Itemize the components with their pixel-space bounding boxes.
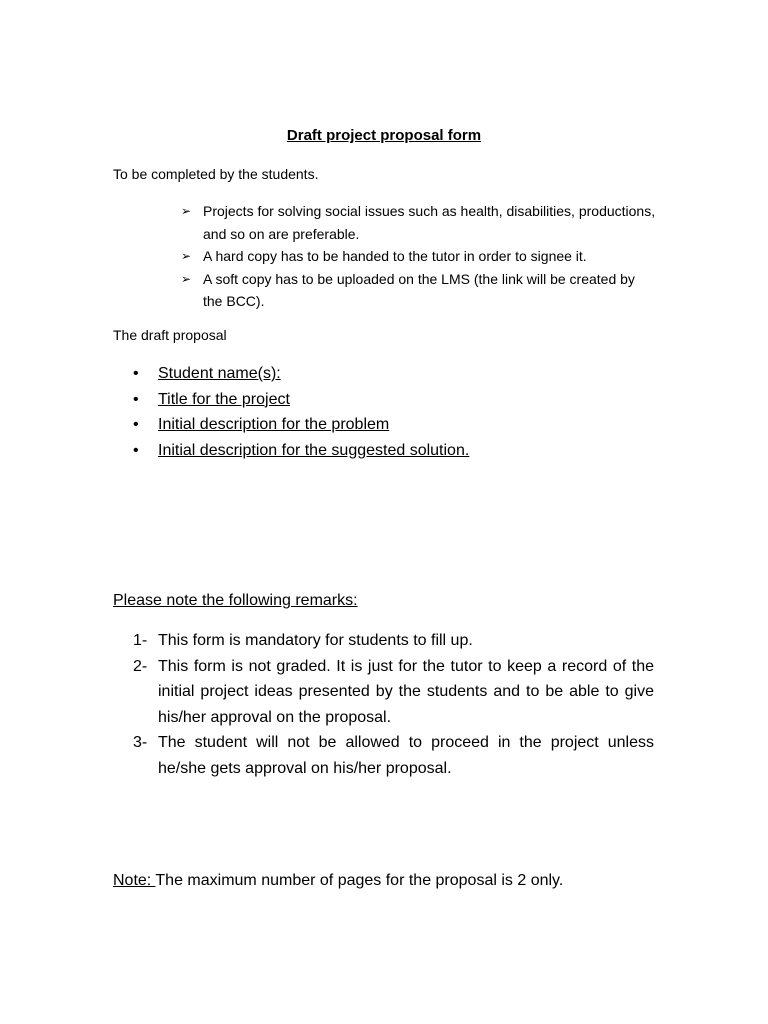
note-text: The maximum number of pages for the proposal is 2 only.	[155, 872, 564, 889]
remark-text: The student will not be allowed to proceed in the project unless he/she gets approval on his/her proposal.	[158, 734, 654, 777]
draft-proposal-heading: The draft proposal	[113, 327, 227, 343]
list-item	[178, 245, 658, 268]
proposal-fields-list	[133, 361, 469, 463]
proposal-field-label: Title for the project	[158, 390, 290, 408]
bullet-icon: •	[133, 441, 139, 459]
instructions-list	[178, 200, 658, 313]
arrow-bullet-icon: ➢	[181, 204, 192, 218]
list-item	[133, 730, 654, 781]
bullet-icon: •	[133, 416, 139, 433]
list-item	[133, 438, 469, 464]
bullet-icon: •	[133, 390, 139, 408]
remark-number: 2-	[133, 657, 148, 675]
proposal-field-label: Student name(s):	[158, 365, 281, 382]
remark-number: 3-	[133, 734, 148, 751]
list-item	[133, 654, 654, 731]
note-paragraph	[113, 872, 563, 890]
list-item	[178, 200, 658, 245]
proposal-field-label: Initial description for the problem	[158, 416, 390, 433]
list-item	[178, 268, 658, 313]
remark-text: This form is mandatory for students to fill up.	[158, 632, 473, 649]
bullet-icon: •	[133, 365, 139, 382]
intro-text: To be completed by the students.	[113, 166, 319, 182]
remark-number: 1-	[133, 632, 148, 649]
list-item	[133, 412, 469, 438]
instruction-text: Projects for solving social issues such as health, disabilities, productions, and so on are preferable.	[203, 203, 656, 242]
list-item	[133, 387, 469, 413]
remark-text: This form is not graded. It is just for the tutor to keep a record of the initial project ideas presented by the students and to be able to give his/her approval on the proposal.	[158, 657, 654, 726]
arrow-bullet-icon: ➢	[181, 271, 192, 286]
list-item	[133, 361, 469, 387]
document-title: Draft project proposal form	[286, 127, 482, 144]
proposal-field-label: Initial description for the suggested solution.	[158, 441, 470, 459]
list-item	[133, 628, 654, 654]
remarks-heading: Please note the following remarks:	[113, 592, 358, 609]
note-label: Note:	[113, 872, 156, 889]
instruction-text: A soft copy has to be uploaded on the LMS (the link will be created by the BCC).	[203, 270, 635, 309]
instruction-text: A hard copy has to be handed to the tutor in order to signee it.	[203, 248, 587, 264]
arrow-bullet-icon: ➢	[181, 249, 192, 263]
remarks-list	[133, 628, 654, 781]
